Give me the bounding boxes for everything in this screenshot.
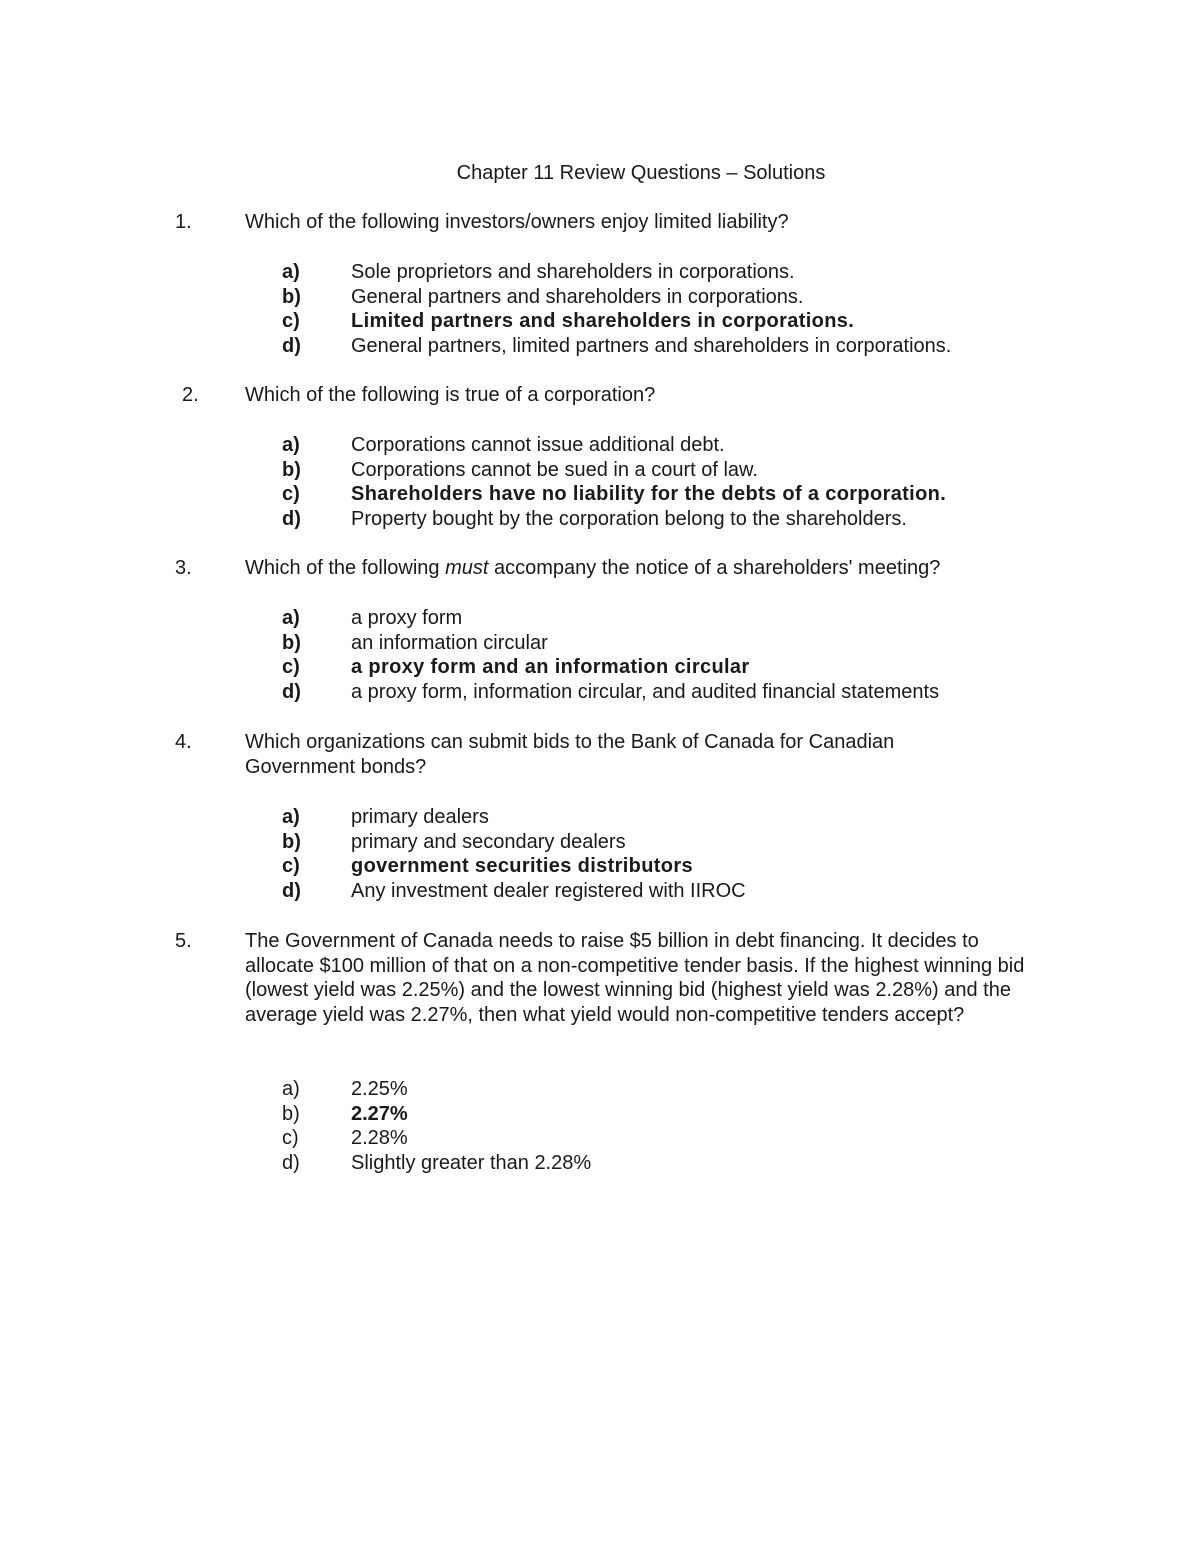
options-list bbox=[282, 260, 1042, 358]
option-text: General partners, limited partners and shareholders in corporations. bbox=[351, 334, 952, 357]
option-letter: d) bbox=[282, 680, 301, 703]
option-text: General partners and shareholders in corporations. bbox=[351, 285, 804, 308]
option-letter: b) bbox=[282, 1102, 300, 1125]
option-text: a proxy form and an information circular bbox=[351, 656, 750, 678]
question-text-part: Which of the following bbox=[245, 557, 446, 579]
option-letter: b) bbox=[282, 631, 301, 654]
option-b bbox=[282, 458, 1042, 483]
option-c-correct-answer bbox=[282, 309, 1042, 334]
question-text: The Government of Canada needs to raise $5 billion in debt financing. It decides to allocate $100 million of that on a non-competitive tender basis. If the highest winning bid (lowest yield was 2.25%) and the lowest winning bid (highest yield was 2.28%) and the average yield was 2.27%, then what yield would non-competitive tenders accept? bbox=[245, 930, 1025, 1026]
option-text: Corporations cannot be sued in a court of law. bbox=[351, 458, 758, 481]
option-text: primary dealers bbox=[351, 806, 489, 828]
question-text bbox=[245, 556, 1035, 581]
option-text: a proxy form bbox=[351, 607, 463, 629]
options-list bbox=[282, 1077, 1042, 1175]
option-letter: d) bbox=[282, 1151, 300, 1174]
option-letter: c) bbox=[282, 1127, 299, 1149]
option-letter: a) bbox=[282, 1078, 300, 1100]
page-title: Chapter 11 Review Questions – Solutions bbox=[456, 162, 826, 184]
option-text: an information circular bbox=[351, 631, 548, 654]
option-a bbox=[282, 260, 1042, 285]
option-letter: d) bbox=[282, 334, 301, 357]
option-text: Sole proprietors and shareholders in corporations. bbox=[351, 261, 795, 283]
options-list bbox=[282, 606, 1042, 704]
question-number: 4. bbox=[175, 731, 192, 753]
option-letter: a) bbox=[282, 607, 300, 629]
option-letter: b) bbox=[282, 285, 301, 308]
option-c bbox=[282, 1126, 1042, 1151]
option-letter: a) bbox=[282, 806, 300, 828]
option-b bbox=[282, 830, 1042, 855]
question-text: Which organizations can submit bids to the Bank of Canada for Canadian Government bonds? bbox=[245, 731, 895, 778]
question-number: 2. bbox=[182, 384, 199, 406]
option-letter: a) bbox=[282, 261, 300, 283]
question-number: 5. bbox=[175, 930, 192, 952]
option-d bbox=[282, 334, 1042, 359]
question-text: Which of the following is true of a corporation? bbox=[245, 384, 656, 406]
option-letter: d) bbox=[282, 879, 301, 902]
option-b bbox=[282, 631, 1042, 656]
option-text: Slightly greater than 2.28% bbox=[351, 1151, 592, 1174]
option-letter: b) bbox=[282, 830, 301, 853]
option-text: 2.25% bbox=[351, 1078, 408, 1100]
option-letter: a) bbox=[282, 434, 300, 456]
options-list bbox=[282, 433, 1042, 531]
option-b-correct-answer bbox=[282, 1102, 1042, 1127]
option-d bbox=[282, 879, 1042, 904]
option-a bbox=[282, 1077, 1042, 1102]
option-c-correct-answer bbox=[282, 482, 1042, 507]
option-a bbox=[282, 805, 1042, 830]
option-letter: b) bbox=[282, 458, 301, 481]
option-text: Property bought by the corporation belong to the shareholders. bbox=[351, 507, 907, 530]
option-letter: c) bbox=[282, 483, 300, 505]
options-list bbox=[282, 805, 1042, 903]
question-text-emphasis: must bbox=[445, 557, 489, 579]
option-c-correct-answer bbox=[282, 655, 1042, 680]
option-text: government securities distributors bbox=[351, 855, 693, 877]
option-letter: c) bbox=[282, 656, 300, 678]
option-letter: c) bbox=[282, 855, 300, 877]
option-text: Limited partners and shareholders in corporations. bbox=[351, 310, 855, 332]
option-a bbox=[282, 433, 1042, 458]
option-text: a proxy form, information circular, and audited financial statements bbox=[351, 680, 940, 703]
option-d bbox=[282, 507, 1042, 532]
question-text: Which of the following investors/owners enjoy limited liability? bbox=[245, 211, 789, 233]
option-d bbox=[282, 680, 1042, 705]
option-text: Corporations cannot issue additional debt. bbox=[351, 434, 725, 456]
option-d bbox=[282, 1151, 1042, 1176]
question-number: 3. bbox=[175, 557, 192, 579]
option-letter: c) bbox=[282, 310, 300, 332]
option-letter: d) bbox=[282, 507, 301, 530]
question-number: 1. bbox=[175, 211, 192, 233]
option-text: Shareholders have no liability for the debts of a corporation. bbox=[351, 483, 947, 505]
option-c-correct-answer bbox=[282, 854, 1042, 879]
option-b bbox=[282, 285, 1042, 310]
option-text: primary and secondary dealers bbox=[351, 830, 626, 853]
question-text-part: accompany the notice of a shareholders' meeting? bbox=[488, 557, 941, 579]
option-a bbox=[282, 606, 1042, 631]
option-text: Any investment dealer registered with IIROC bbox=[351, 879, 746, 902]
option-text: 2.28% bbox=[351, 1127, 408, 1149]
option-text: 2.27% bbox=[351, 1102, 408, 1125]
